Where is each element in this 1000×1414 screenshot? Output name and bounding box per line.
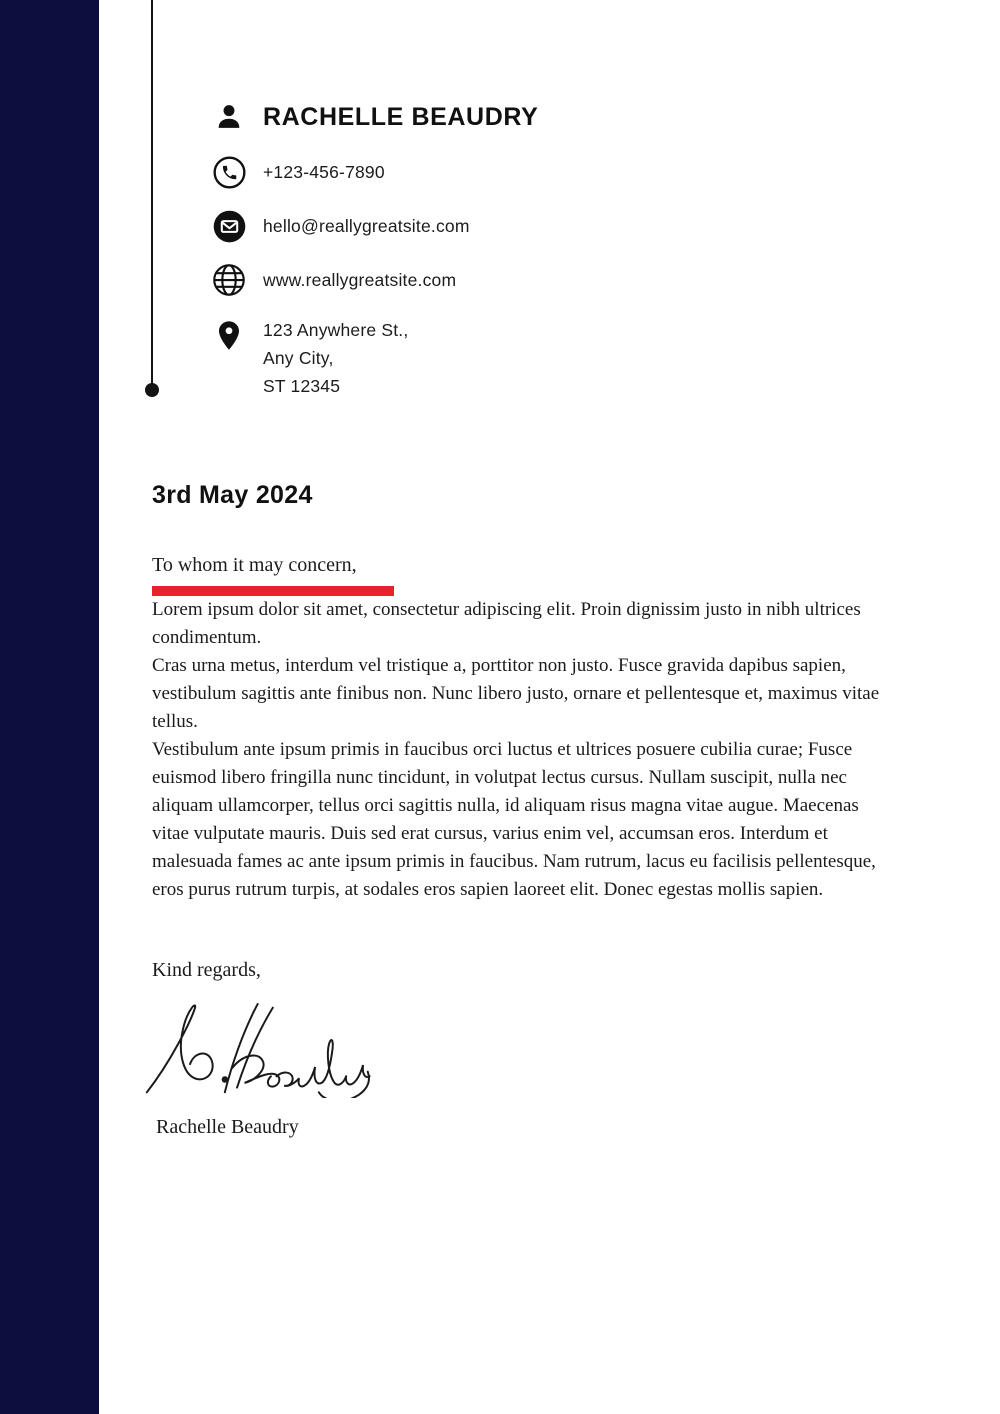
typed-signature-name: Rachelle Beaudry: [156, 1116, 299, 1138]
phone-row: [212, 155, 812, 189]
website-row: [212, 263, 812, 297]
signature-image: [144, 1002, 898, 1098]
address-line-1: 123 Anywhere St.,: [263, 320, 409, 340]
closing-line: Kind regards,: [152, 959, 261, 981]
paragraph-3: Vestibulum ante ipsum primis in faucibus orci luctus et ultrices posuere cubilia curae; Fusce euismod libero fringilla nunc tincidunt, in volutpat lectus cursus. Nullam suscipit, nulla nec aliquam ullamcorper, tellus orci sagittis nulla, id aliquam risus magna vitae augue. Maecenas vitae vulputate mauris. Duis sed erat cursus, varius enim vel, accumsan eros. Interdum et malesuada fames ac ante ipsum primis in faucibus. Nam rutrum, lacus eu facilisis pellentesque, eros purus rutrum turpis, at sodales eros sapien laoreet elit. Donec egestas mollis sapien.: [152, 739, 876, 900]
letter-date: 3rd May 2024: [152, 481, 313, 509]
address-row: [212, 316, 812, 400]
contact-address: [263, 316, 408, 400]
letter-body: [152, 481, 898, 1139]
contact-email: hello@reallygreatsite.com: [263, 216, 470, 236]
phone-icon: [212, 155, 246, 189]
salutation: To whom it may concern,: [152, 554, 357, 576]
person-icon: [212, 100, 246, 134]
letterhead: [212, 100, 812, 400]
globe-icon: [212, 263, 246, 297]
address-line-2: Any City,: [263, 348, 334, 368]
paragraph-2: Cras urna metus, interdum vel tristique a, porttitor non justo. Fusce gravida dapibus sapien, vestibulum sagittis ante finibus non. Nunc libero justo, ornare et pellentesque et, maximus vitae tellus.: [152, 655, 880, 732]
contact-website: www.reallygreatsite.com: [263, 270, 457, 290]
contact-name: RACHELLE BEAUDRY: [263, 103, 539, 131]
decorative-rule-end-dot: [145, 383, 159, 397]
email-icon: [212, 209, 246, 243]
left-accent-band: [0, 0, 99, 1414]
paragraph-1: Lorem ipsum dolor sit amet, consectetur adipiscing elit. Proin dignissim justo in nibh ultrices condimentum.: [152, 599, 861, 648]
decorative-vertical-rule: [151, 0, 153, 386]
location-pin-icon: [212, 320, 246, 354]
name-row: [212, 100, 812, 134]
salutation-underline-accent: [152, 586, 394, 596]
contact-phone: +123-456-7890: [263, 162, 385, 182]
email-row: [212, 209, 812, 243]
address-line-3: ST 12345: [263, 376, 341, 396]
